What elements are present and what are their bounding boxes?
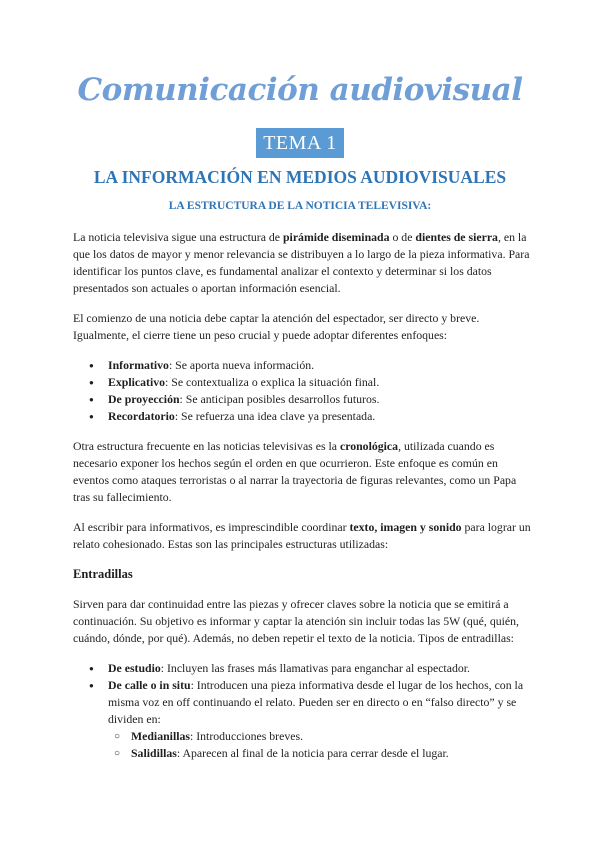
list-item xyxy=(108,391,533,408)
text-run: Otra estructura frecuente en las noticias televisivas es la xyxy=(73,439,340,453)
list-item xyxy=(108,408,533,425)
list-term: De proyección xyxy=(108,392,180,406)
list-desc: : Aparecen al final de la noticia para cerrar desde el lugar. xyxy=(176,746,449,760)
bold-term: cronológica xyxy=(339,439,399,453)
list-term: Salidillas xyxy=(131,746,177,760)
list-desc: : Se anticipan posibles desarrollos futuros. xyxy=(179,392,380,406)
tema-badge: TEMA 1 xyxy=(256,128,344,158)
section-heading-entradillas: Entradillas xyxy=(73,567,133,581)
text-run: Al escribir para informativos, es imprescindible coordinar xyxy=(73,520,350,534)
list-term: Informativo xyxy=(108,358,169,372)
list-desc: : Se aporta nueva información. xyxy=(168,358,315,372)
document-body xyxy=(73,229,533,775)
sublist-item xyxy=(131,728,533,745)
list-term: De calle o in situ xyxy=(108,678,191,692)
list-desc: : Introducciones breves. xyxy=(190,729,304,743)
sublist-item xyxy=(131,745,533,762)
enfoques-list xyxy=(73,357,533,425)
bold-term: dientes de sierra xyxy=(415,230,498,244)
list-term: De estudio xyxy=(108,661,161,675)
course-title: Comunicación audiovisual xyxy=(77,72,523,108)
list-term: Medianillas xyxy=(131,729,190,743)
entradillas-list xyxy=(73,660,533,762)
paragraph-entradillas: Sirven para dar continuidad entre las piezas y ofrecer claves sobre la noticia que se emitirá a continuación. Su objetivo es informar y captar la atención sin incluir todas las 5W (qué, quién, cuándo, dónde, por qué). Además, no deben repetir el texto de la noticia. Tipos de entradillas: xyxy=(73,597,519,645)
list-desc: : Introducen una pieza informativa desde el lugar de los hechos, con la misma voz en off continuando el relato. Pueden ser en directo o en “falso directo” y se dividen en: xyxy=(108,678,524,726)
text-run: , utilizada cuando es necesario exponer los hechos según el orden en que ocurrieron. Este enfoque es común en eventos como ataques terroristas o al narrar la trayectoria de figuras relevantes, como un Papa tras su fallecimiento. xyxy=(73,439,517,504)
text-run: La noticia televisiva sigue una estructura de xyxy=(73,230,283,244)
chapter-title: LA INFORMACIÓN EN MEDIOS AUDIOVISUALES xyxy=(93,167,507,187)
entradillas-sublist xyxy=(108,728,533,762)
paragraph-intro xyxy=(73,229,533,297)
bold-term: pirámide diseminada xyxy=(282,230,390,244)
list-desc: : Incluyen las frases más llamativas para enganchar al espectador. xyxy=(160,661,470,675)
paragraph-cronologica xyxy=(73,438,533,506)
list-item xyxy=(108,374,533,391)
list-term: Explicativo xyxy=(108,375,166,389)
list-desc: : Se refuerza una idea clave ya presentada. xyxy=(174,409,376,423)
bold-term: texto, imagen y sonido xyxy=(349,520,462,534)
text-run: , en la que los datos de mayor y menor relevancia se distribuyen a lo largo de la pieza informativa. Para identificar los puntos clave, es fundamental analizar el contexto y determinar si los datos presentados son actuales o aportan información esencial. xyxy=(73,230,530,295)
list-item xyxy=(108,660,533,677)
text-run: para lograr un relato cohesionado. Estas son las principales estructuras utilizadas: xyxy=(73,520,531,551)
list-item xyxy=(108,357,533,374)
paragraph-comienzo: El comienzo de una noticia debe captar la atención del espectador, ser directo y breve. Igualmente, el cierre tiene un peso crucial y puede adoptar diferentes enfoques: xyxy=(73,311,480,342)
list-item xyxy=(108,677,533,762)
section-subtitle: LA ESTRUCTURA DE LA NOTICIA TELEVISIVA: xyxy=(168,200,432,212)
list-desc: : Se contextualiza o explica la situación final. xyxy=(165,375,380,389)
list-term: Recordatorio xyxy=(108,409,175,423)
paragraph-informativos xyxy=(73,519,533,553)
text-run: o de xyxy=(389,230,416,244)
